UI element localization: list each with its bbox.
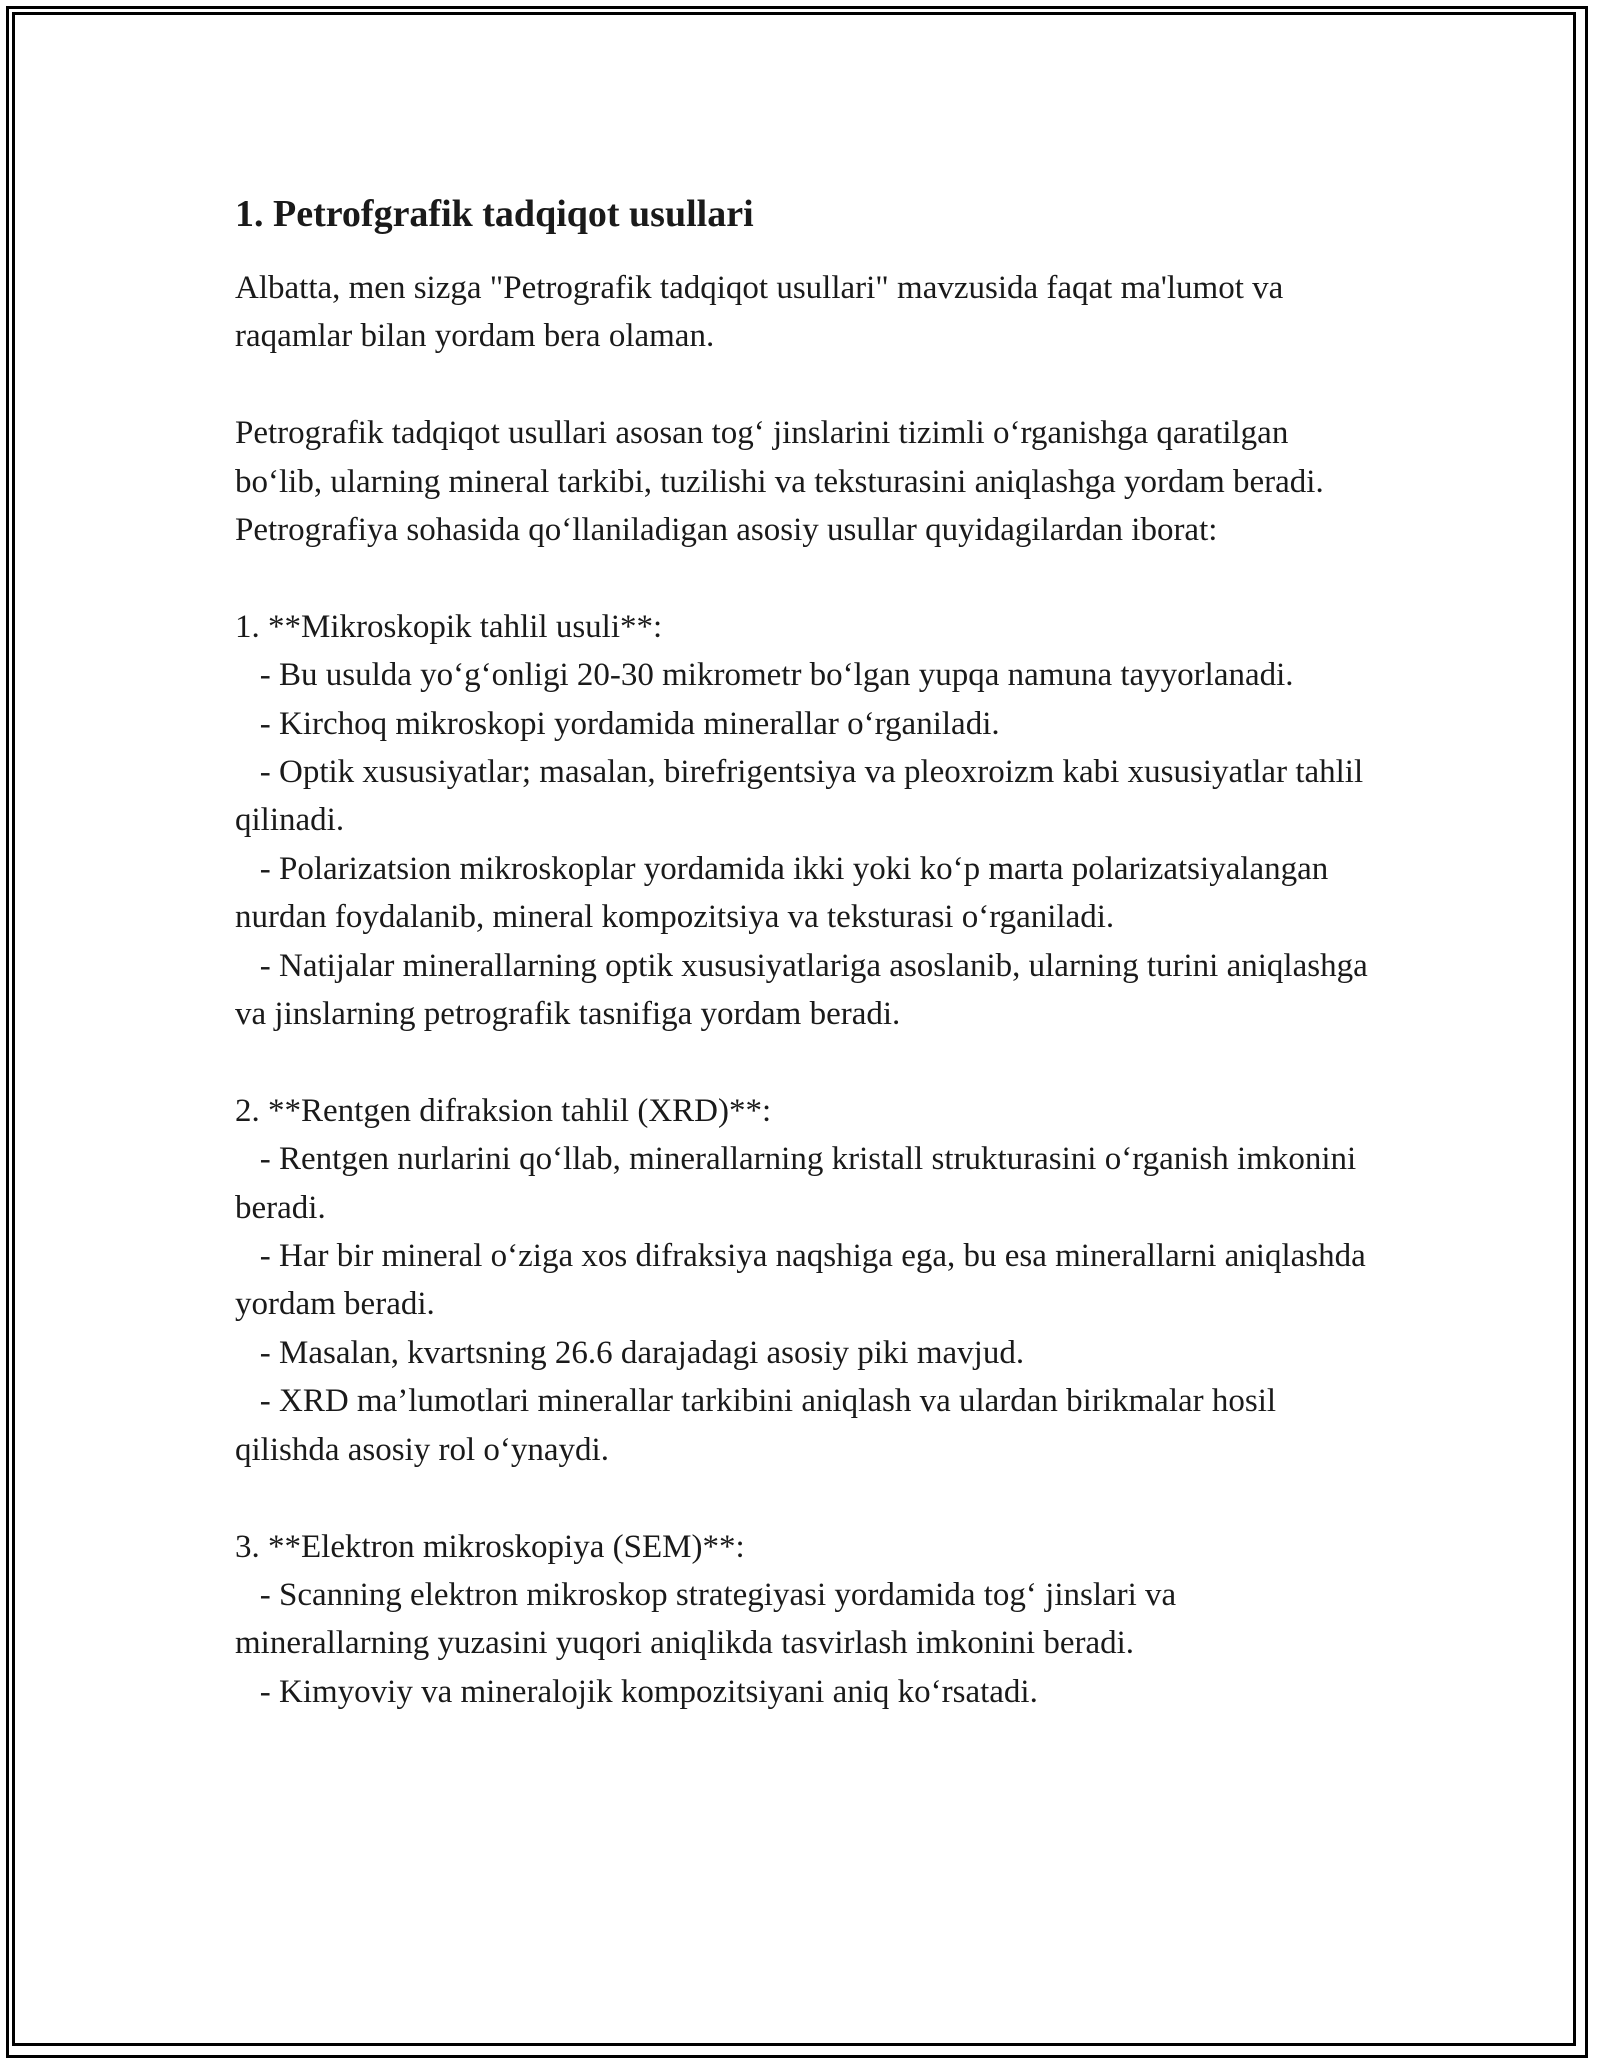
- list-item: - Scanning elektron mikroskop strategiyasi yordamida tog‘ jinslari va minerallarning yuzasini yuqori aniqlikda tasvirlash imkonini beradi.: [235, 1576, 1185, 1662]
- intro-paragraph: Albatta, men sizga "Petrografik tadqiqot usullari" mavzusida faqat ma'lumot va raqamlar bilan yordam bera olaman.: [235, 270, 1292, 355]
- list-item: - Optik xususiyatlar; masalan, birefrigentsiya va pleoxroizm kabi xususiyatlar tahlil qilinadi.: [235, 754, 1372, 839]
- section-heading-sem: 3. **Elektron mikroskopiya (SEM)**:: [235, 1528, 745, 1565]
- list-item: - Rentgen nurlarini qo‘llab, minerallarning kristall strukturasini o‘rganish imkonini beradi.: [235, 1141, 1365, 1226]
- document-title: 1. Petrofgrafik tadqiqot usullari: [235, 193, 754, 235]
- section-heading-microscopy: 1. **Mikroskopik tahlil usuli**:: [235, 608, 663, 645]
- list-item: - Kirchoq mikroskopi yordamida minerallar o‘rganiladi.: [235, 705, 1000, 742]
- list-item: - Natijalar minerallarning optik xususiyatlariga asoslanib, ularning turini aniqlashga va jinslarning petrografik tasnifiga yordam beradi.: [235, 947, 1376, 1033]
- document-body: [235, 186, 1375, 1716]
- list-item: - XRD ma’lumotlari minerallar tarkibini aniqlash va ulardan birikmalar hosil qilishda asosiy rol o‘ynaydi.: [235, 1383, 1285, 1468]
- blank-line: [235, 361, 1375, 409]
- overview-paragraph: Petrografik tadqiqot usullari asosan tog‘ jinslarini tizimli o‘rganishga qaratilgan bo‘lib, ularning mineral tarkibi, tuzilishi va teksturasini aniqlashga yordam beradi. Petrografiya sohasida qo‘llaniladigan asosiy usullar quyidagilardan iborat:: [235, 415, 1332, 549]
- list-item: - Masalan, kvartsning 26.6 darajadagi asosiy piki mavjud.: [235, 1334, 1025, 1371]
- section-heading-xrd: 2. **Rentgen difraksion tahlil (XRD)**:: [235, 1092, 772, 1129]
- blank-line: [235, 1038, 1375, 1086]
- list-item: - Kimyoviy va mineralojik kompozitsiyani aniq ko‘rsatadi.: [235, 1673, 1038, 1710]
- list-item: - Har bir mineral o‘ziga xos difraksiya naqshiga ega, bu esa minerallarni aniqlashda yordam beradi.: [235, 1238, 1375, 1323]
- list-item: - Bu usulda yo‘g‘onligi 20-30 mikrometr bo‘lgan yupqa namuna tayyorlanadi.: [235, 657, 1294, 694]
- blank-line: [235, 554, 1375, 602]
- blank-line: [235, 1474, 1375, 1522]
- list-item: - Polarizatsion mikroskoplar yordamida ikki yoki ko‘p marta polarizatsiyalangan nurdan foydalanib, mineral kompozitsiya va teksturasi o‘rganiladi.: [235, 850, 1337, 936]
